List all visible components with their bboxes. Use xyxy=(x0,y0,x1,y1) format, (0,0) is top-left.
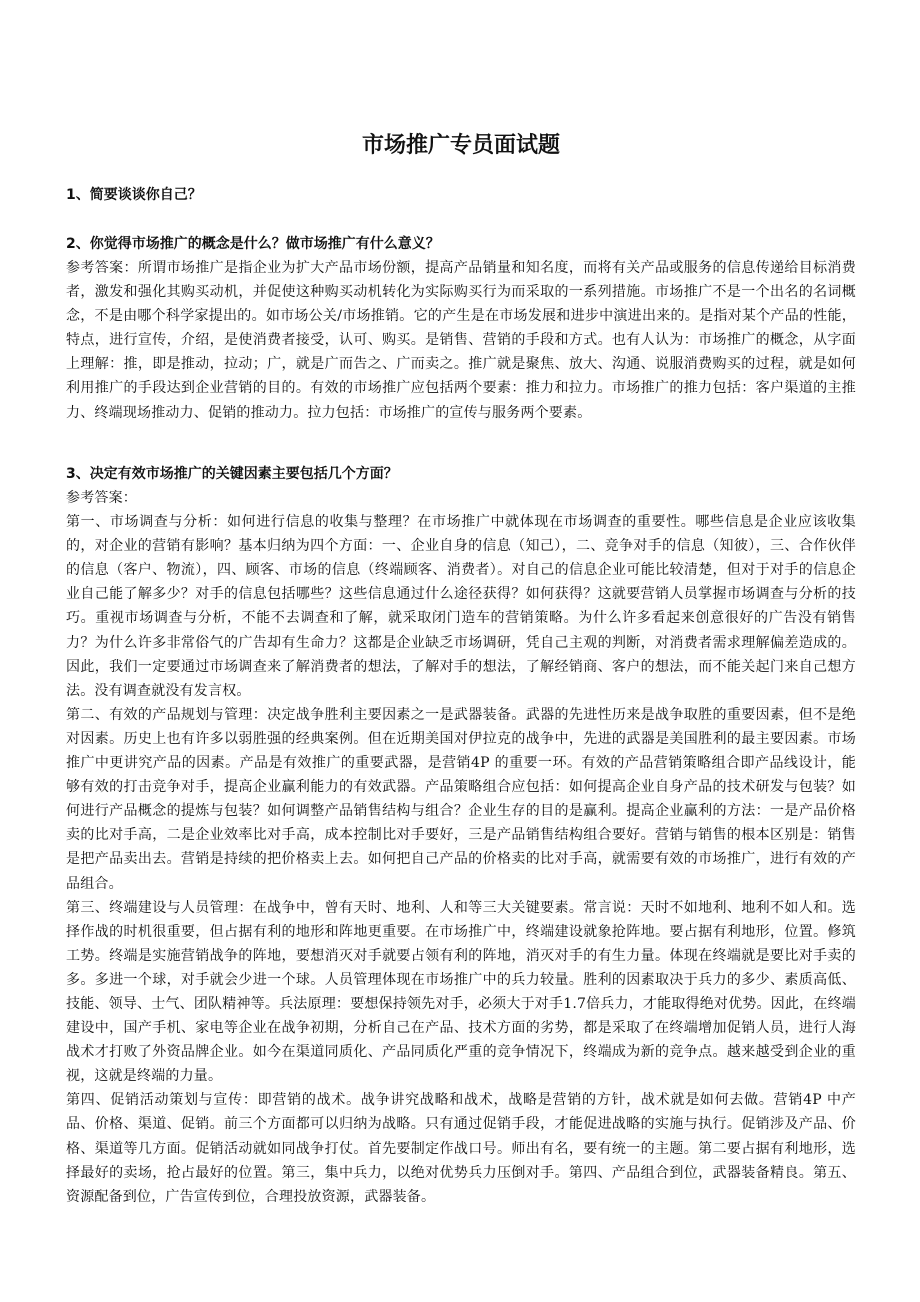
question-1-text: 1、简要谈谈你自己？ xyxy=(66,187,202,203)
question-2-text: 2、你觉得市场推广的概念是什么？做市场推广有什么意义？ xyxy=(66,236,440,252)
document-title: 市场推广专员面试题 xyxy=(361,133,560,158)
question-1 xyxy=(66,183,856,207)
question-2-answer: 参考答案：所谓市场推广是指企业为扩大产品市场份额，提高产品销量和知名度，而将有关产品或服务的信息传递给目标消费者，激发和强化其购买动机，并促使这种购买动机转化为实际购买行为而采取的一系列措施。市场推广不是一个出名的名词概念，不是由哪个科学家提出的。如市场公关/市场推销。它的产生是在市场发展和进步中演进出来的。是指对某个产品的性能，特点，进行宣传，介绍，是使消费者接受，认可、购买。是销售、营销的手段和方式。也有人认为：市场推广的概念，从字面上理解：推，即是推动，拉动；广，就是广而告之、广而卖之。推广就是聚焦、放大、沟通、说服消费购买的过程，就是如何利用推广的手段达到企业营销的目的。有效的市场推广应包括两个要素：推力和拉力。市场推广的推力包括：客户渠道的主推力、终端现场推动力、促销的推动力。拉力包括：市场推广的宣传与服务两个要素。 xyxy=(66,260,856,421)
question-2-block xyxy=(66,232,856,425)
answer-paragraph-4: 第四、促销活动策划与宣传：即营销的战术。战争讲究战略和战术，战略是营销的方针，战术就是如何去做。营销4P 中产品、价格、渠道、促销。前三个方面都可以归纳为战略。只有通过促销手段，才能促进战略的实施与执行。促销涉及产品、价格、渠道等几方面。促销活动就如同战争打仗。首先要制定作战口号。师出有名，要有统一的主题。第二要占据有利地形，选择最好的卖场，抢占最好的位置。第三，集中兵力，以绝对优势兵力压倒对手。第四、产品组合到位，武器装备精良。第五、资源配备到位，广告宣传到位，合理投放资源，武器装备。 xyxy=(66,1092,856,1205)
question-3-block xyxy=(66,462,856,1209)
question-3-text: 3、决定有效市场推广的关键因素主要包括几个方面？ xyxy=(66,466,398,482)
answer-paragraph-2: 第二、有效的产品规划与管理：决定战争胜利主要因素之一是武器装备。武器的先进性历来是战争取胜的重要因素，但不是绝对因素。历史上也有许多以弱胜强的经典案例。但在近期美国对伊拉克的战争中，先进的武器是美国胜利的最主要因素。市场推广中更讲究产品的因素。产品是有效推广的重要武器，是营销4P 的重要一环。有效的产品营销策略组合即产品线设计，能够有效的打击竞争对手，提高企业赢利能力的有效武器。产品策略组合应包括：如何提高企业自身产品的技术研发与包装？如何进行产品概念的提炼与包装？如何调整产品销售结构与组合？企业生存的目的是赢利。提高企业赢利的方法：一是产品价格卖的比对手高，二是企业效率比对手高，成本控制比对手要好，三是产品销售结构组合要好。营销与销售的根本区别是：销售是把产品卖出去。营销是持续的把价格卖上去。如何把自己产品的价格卖的比对手高，就需要有效的市场推广，进行有效的产品组合。 xyxy=(66,706,856,892)
question-3-answer-label: 参考答案： xyxy=(66,490,137,506)
answer-paragraph-3: 第三、终端建设与人员管理：在战争中，曾有天时、地利、人和等三大关键要素。常言说：天时不如地利、地利不如人和。选择作战的时机很重要，但占据有利的地形和阵地更重要。在市场推广中，终端建设就象抢阵地。要占据有利地形，位置。修筑工势。终端是实施营销战争的阵地，要想消灭对手就要占领有利的阵地，消灭对手的有生力量。体现在终端就是要比对手卖的多。多进一个球，对手就会少进一个球。人员管理体现在市场推广中的兵力较量。胜利的因素取决于兵力的多少、素质高低、技能、领导、士气、团队精神等。兵法原理：要想保持领先对手，必须大于对手1.7倍兵力，才能取得绝对优势。因此，在终端建设中，国产手机、家电等企业在战争初期，分析自己在产品、技术方面的劣势，都是采取了在终端增加促销人员，进行人海战术才打败了外资品牌企业。如今在渠道同质化、产品同质化严重的竞争情况下，终端成为新的竞争点。越来越受到企业的重视，这就是终端的力量。 xyxy=(66,899,856,1085)
answer-paragraph-1: 第一、市场调查与分析：如何进行信息的收集与整理？在市场推广中就体现在市场调查的重要性。哪些信息是企业应该收集的，对企业的营销有影响？基本归纳为四个方面：一、企业自身的信息（知己），二、竞争对手的信息（知彼），三、合作伙伴的信息（客户、物流），四、顾客、市场的信息（终端顾客、消费者）。对自己的信息企业可能比较清楚，但对于对手的信息企业自己能了解多少？对手的信息包括哪些？这些信息通过什么途径获得？如何获得？这就要营销人员掌握市场调查与分析的技巧。重视市场调查与分析，不能不去调查和了解，就采取闭门造车的营销策略。为什么许多看起来创意很好的广告没有销售力？为什么许多非常俗气的广告却有生命力？这都是企业缺乏市场调研，凭自己主观的判断，对消费者需求理解偏差造成的。因此，我们一定要通过市场调查来了解消费者的想法，了解对手的想法，了解经销商、客户的想法，而不能关起门来自己想方法。没有调查就没有发言权。 xyxy=(66,514,856,699)
